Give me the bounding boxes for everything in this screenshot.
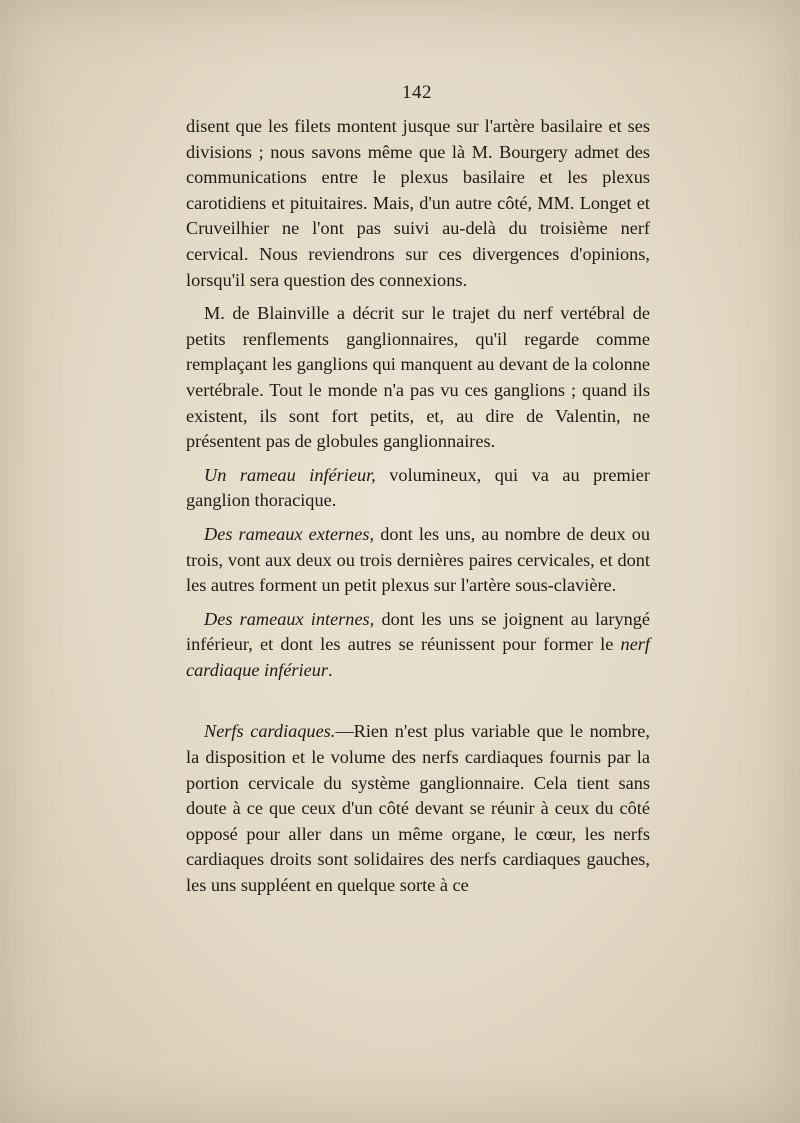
body-text [186,114,650,899]
paragraph-3-heading: Un rameau inférieur, [204,464,376,485]
paragraph-1: disent que les filets montent jusque sur l'artère basilaire et ses divisions ; nous savons même que là M. Bourgery admet des communications entre le plexus basilaire et les plexus carotidiens et pituitaires. Mais, d'un autre côté, MM. Longet et Cruveilhier ne l'ont pas suivi au-delà du troisième nerf cervical. Nous reviendrons sur ces divergences d'opinions, lorsqu'il sera question des connexions. [186,116,650,290]
paragraph-6-text: —Rien n'est plus variable que le nombre, la disposition et le volume des nerfs cardiaques fournis par la portion cervicale du système ganglionnaire. Cela tient sans doute à ce que ceux d'un côté devant se réunir à ceux du côté opposé pour aller dans un même organe, le cœur, les nerfs cardiaques droits sont solidaires des nerfs cardiaques gauches, les uns suppléent en quelque sorte à ce [186,721,650,896]
paragraph-5 [186,607,650,684]
paragraph-5-text: dont les uns se joignent au laryngé inférieur, et dont les autres se réunissent pour former le [186,608,650,655]
page-number: 142 [402,82,432,103]
paragraph-5-italic-term: nerf cardiaque inférieur [186,634,650,680]
paragraph-3 [186,463,650,514]
paragraph-5-heading: Des rameaux internes, [204,608,375,629]
paragraph-4-text: dont les uns, au nombre de deux ou trois, vont aux deux ou trois dernières paires cervicales, et dont les autres forment un petit plexus sur l'artère sous-clavière. [186,523,650,596]
section-heading-nerfs-cardiaques: Nerfs cardiaques. [204,721,336,742]
paragraph-4-heading: Des rameaux externes, [204,523,375,544]
paragraph-6 [186,719,650,898]
paragraph-2: M. de Blainville a décrit sur le trajet du nerf vertébral de petits renflements ganglionnaires, qu'il regarde comme remplaçant les ganglions qui manquent au devant de la colonne vertébrale. Tout le monde n'a pas vu ces ganglions ; quand ils existent, ils sont fort petits, et, au dire de Valentin, ne présentent pas de globules ganglionnaires. [186,303,650,452]
paragraph-3-text: volumineux, qui va au premier ganglion thoracique. [186,464,650,511]
paragraph-5-end: . [328,659,333,680]
paragraph-4 [186,522,650,599]
